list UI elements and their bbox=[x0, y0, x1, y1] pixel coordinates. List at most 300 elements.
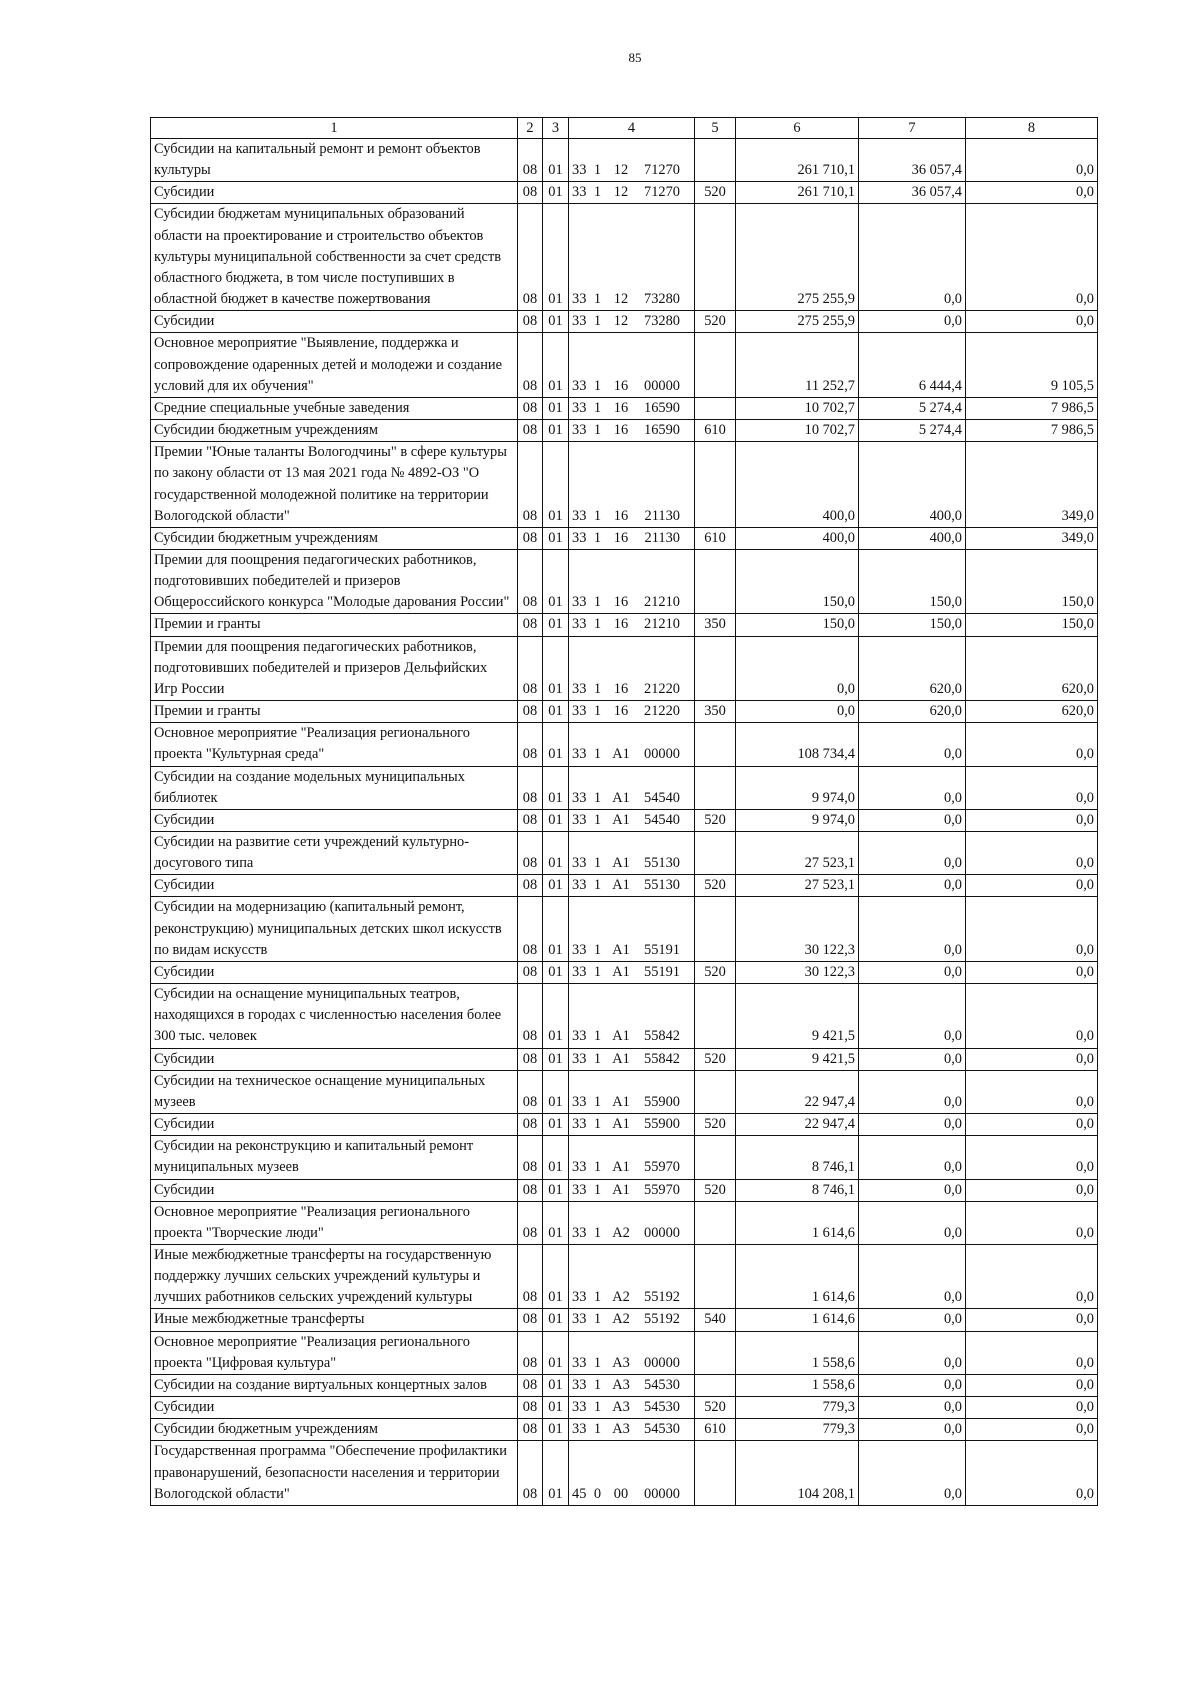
subsection-code: 01 bbox=[543, 420, 569, 442]
amount-col-7: 0,0 bbox=[859, 311, 966, 333]
section-code: 08 bbox=[518, 527, 543, 549]
expense-type-code bbox=[695, 1201, 736, 1244]
amount-col-8: 0,0 bbox=[966, 204, 1098, 311]
amount-col-6: 104 208,1 bbox=[736, 1441, 859, 1505]
amount-col-8: 0,0 bbox=[966, 1309, 1098, 1331]
code-part: 33 bbox=[572, 507, 587, 524]
code-part: 16 bbox=[613, 616, 629, 633]
amount-col-8: 150,0 bbox=[966, 614, 1098, 636]
row-name: Субсидии на оснащение муниципальных театров, находящихся в городах с численностью населения более 300 тыс. человек bbox=[151, 984, 518, 1048]
subsection-code: 01 bbox=[543, 139, 569, 182]
amount-col-8: 0,0 bbox=[966, 961, 1098, 983]
row-name: Субсидии бюджетным учреждениям bbox=[151, 420, 518, 442]
row-name: Субсидии bbox=[151, 1179, 518, 1201]
code-part: 16590 bbox=[644, 422, 680, 439]
table-row bbox=[151, 701, 1098, 723]
expense-type-code bbox=[695, 832, 736, 875]
table-row bbox=[151, 333, 1098, 397]
code-part: 55192 bbox=[644, 1289, 680, 1306]
column-header: 2 bbox=[518, 118, 543, 139]
section-code: 08 bbox=[518, 1179, 543, 1201]
amount-col-7: 0,0 bbox=[859, 1048, 966, 1070]
code-part: 1 bbox=[593, 1311, 602, 1328]
subsection-code: 01 bbox=[543, 1374, 569, 1396]
table-row bbox=[151, 1309, 1098, 1331]
row-name: Основное мероприятие "Выявление, поддержка и сопровождение одаренных детей и молодежи и создание условий для их обучения" bbox=[151, 333, 518, 397]
subsection-code: 01 bbox=[543, 832, 569, 875]
table-row bbox=[151, 875, 1098, 897]
amount-col-7: 5 274,4 bbox=[859, 397, 966, 419]
expense-type-code bbox=[695, 723, 736, 766]
amount-col-6: 9 974,0 bbox=[736, 766, 859, 809]
row-name: Субсидии на создание модельных муниципальных библиотек bbox=[151, 766, 518, 809]
code-part: A3 bbox=[612, 1376, 630, 1393]
code-part: 16590 bbox=[644, 399, 680, 416]
section-code: 08 bbox=[518, 333, 543, 397]
code-part: 33 bbox=[572, 941, 587, 958]
row-name: Субсидии на капитальный ремонт и ремонт объектов культуры bbox=[151, 139, 518, 182]
code-part: 33 bbox=[572, 963, 587, 980]
subsection-code: 01 bbox=[543, 1179, 569, 1201]
target-article-code bbox=[569, 1136, 695, 1179]
amount-col-6: 400,0 bbox=[736, 442, 859, 528]
amount-col-6: 0,0 bbox=[736, 636, 859, 700]
table-row bbox=[151, 527, 1098, 549]
amount-col-6: 8 746,1 bbox=[736, 1179, 859, 1201]
amount-col-6: 275 255,9 bbox=[736, 311, 859, 333]
target-article-code bbox=[569, 766, 695, 809]
section-code: 08 bbox=[518, 766, 543, 809]
section-code: 08 bbox=[518, 875, 543, 897]
amount-col-8: 0,0 bbox=[966, 139, 1098, 182]
target-article-code bbox=[569, 1048, 695, 1070]
code-part: 00000 bbox=[644, 746, 680, 763]
subsection-code: 01 bbox=[543, 897, 569, 961]
header-row bbox=[151, 118, 1098, 139]
code-part: 21220 bbox=[644, 703, 680, 720]
code-part: 33 bbox=[572, 855, 587, 872]
code-part: 1 bbox=[593, 855, 602, 872]
section-code: 08 bbox=[518, 1397, 543, 1419]
amount-col-8: 0,0 bbox=[966, 1136, 1098, 1179]
column-header: 6 bbox=[736, 118, 859, 139]
amount-col-7: 0,0 bbox=[859, 1331, 966, 1374]
subsection-code: 01 bbox=[543, 723, 569, 766]
code-part: 1 bbox=[593, 811, 602, 828]
target-article-code bbox=[569, 311, 695, 333]
amount-col-6: 10 702,7 bbox=[736, 397, 859, 419]
subsection-code: 01 bbox=[543, 442, 569, 528]
amount-col-6: 1 614,6 bbox=[736, 1244, 859, 1308]
section-code: 08 bbox=[518, 1201, 543, 1244]
section-code: 08 bbox=[518, 420, 543, 442]
amount-col-7: 0,0 bbox=[859, 897, 966, 961]
row-name: Субсидии bbox=[151, 311, 518, 333]
code-part: 55970 bbox=[644, 1181, 680, 1198]
table-row bbox=[151, 1244, 1098, 1308]
code-part: 33 bbox=[572, 1028, 587, 1045]
expense-type-code bbox=[695, 897, 736, 961]
code-part: 33 bbox=[572, 811, 587, 828]
code-part: A2 bbox=[612, 1311, 630, 1328]
budget-table bbox=[150, 117, 1098, 1506]
row-name: Субсидии bbox=[151, 875, 518, 897]
code-part: 00000 bbox=[644, 1224, 680, 1241]
code-part: 1 bbox=[593, 1421, 602, 1438]
row-name: Премии "Юные таланты Вологодчины" в сфере культуры по закону области от 13 мая 2021 года № 4892-ОЗ "О государственной молодежной политике на территории Вологодской области" bbox=[151, 442, 518, 528]
table-row bbox=[151, 984, 1098, 1048]
column-header: 5 bbox=[695, 118, 736, 139]
target-article-code bbox=[569, 723, 695, 766]
code-part: 55130 bbox=[644, 855, 680, 872]
subsection-code: 01 bbox=[543, 614, 569, 636]
section-code: 08 bbox=[518, 832, 543, 875]
subsection-code: 01 bbox=[543, 961, 569, 983]
expense-type-code: 520 bbox=[695, 1048, 736, 1070]
subsection-code: 01 bbox=[543, 1048, 569, 1070]
subsection-code: 01 bbox=[543, 1441, 569, 1505]
section-code: 08 bbox=[518, 809, 543, 831]
amount-col-8: 0,0 bbox=[966, 1441, 1098, 1505]
expense-type-code: 350 bbox=[695, 614, 736, 636]
code-part: 73280 bbox=[644, 291, 680, 308]
target-article-code bbox=[569, 1441, 695, 1505]
code-part: 33 bbox=[572, 1224, 587, 1241]
amount-col-8: 0,0 bbox=[966, 182, 1098, 204]
row-name: Иные межбюджетные трансферты на государственную поддержку лучших сельских учреждений культуры и лучших работников сельских учреждений культуры bbox=[151, 1244, 518, 1308]
code-part: 33 bbox=[572, 399, 587, 416]
expense-type-code bbox=[695, 1136, 736, 1179]
amount-col-6: 30 122,3 bbox=[736, 961, 859, 983]
code-part: 55842 bbox=[644, 1050, 680, 1067]
subsection-code: 01 bbox=[543, 1309, 569, 1331]
section-code: 08 bbox=[518, 1048, 543, 1070]
section-code: 08 bbox=[518, 614, 543, 636]
target-article-code bbox=[569, 897, 695, 961]
expense-type-code: 520 bbox=[695, 311, 736, 333]
code-part: 00 bbox=[613, 1485, 629, 1502]
code-part: 1 bbox=[593, 162, 602, 179]
amount-col-6: 0,0 bbox=[736, 701, 859, 723]
code-part: 33 bbox=[572, 291, 587, 308]
target-article-code bbox=[569, 1179, 695, 1201]
code-part: 1 bbox=[593, 703, 602, 720]
code-part: 1 bbox=[593, 399, 602, 416]
table-row bbox=[151, 311, 1098, 333]
table-row bbox=[151, 182, 1098, 204]
section-code: 08 bbox=[518, 1441, 543, 1505]
row-name: Государственная программа "Обеспечение профилактики правонарушений, безопасности населения и территории Вологодской области" bbox=[151, 1441, 518, 1505]
row-name: Субсидии на модернизацию (капитальный ремонт, реконструкцию) муниципальных детских школ искусств по видам искусств bbox=[151, 897, 518, 961]
code-part: 12 bbox=[613, 313, 629, 330]
amount-col-8: 349,0 bbox=[966, 442, 1098, 528]
target-article-code bbox=[569, 1070, 695, 1113]
row-name: Иные межбюджетные трансферты bbox=[151, 1309, 518, 1331]
subsection-code: 01 bbox=[543, 701, 569, 723]
amount-col-8: 0,0 bbox=[966, 1244, 1098, 1308]
subsection-code: 01 bbox=[543, 1201, 569, 1244]
table-row bbox=[151, 1070, 1098, 1113]
amount-col-8: 7 986,5 bbox=[966, 420, 1098, 442]
subsection-code: 01 bbox=[543, 636, 569, 700]
code-part: A3 bbox=[612, 1399, 630, 1416]
table-row bbox=[151, 897, 1098, 961]
section-code: 08 bbox=[518, 204, 543, 311]
amount-col-7: 0,0 bbox=[859, 1201, 966, 1244]
code-part: 1 bbox=[593, 1289, 602, 1306]
expense-type-code bbox=[695, 139, 736, 182]
column-header: 7 bbox=[859, 118, 966, 139]
expense-type-code bbox=[695, 636, 736, 700]
amount-col-8: 0,0 bbox=[966, 1374, 1098, 1396]
code-part: A2 bbox=[612, 1289, 630, 1306]
target-article-code bbox=[569, 182, 695, 204]
target-article-code bbox=[569, 1114, 695, 1136]
amount-col-8: 7 986,5 bbox=[966, 397, 1098, 419]
code-part: 33 bbox=[572, 422, 587, 439]
amount-col-7: 0,0 bbox=[859, 1441, 966, 1505]
expense-type-code: 520 bbox=[695, 182, 736, 204]
code-part: 33 bbox=[572, 877, 587, 894]
code-part: A1 bbox=[612, 1050, 630, 1067]
target-article-code bbox=[569, 875, 695, 897]
table-body bbox=[151, 139, 1098, 1506]
amount-col-7: 0,0 bbox=[859, 1070, 966, 1113]
section-code: 08 bbox=[518, 1331, 543, 1374]
section-code: 08 bbox=[518, 549, 543, 613]
amount-col-6: 10 702,7 bbox=[736, 420, 859, 442]
subsection-code: 01 bbox=[543, 1136, 569, 1179]
amount-col-6: 1 558,6 bbox=[736, 1331, 859, 1374]
amount-col-7: 36 057,4 bbox=[859, 182, 966, 204]
subsection-code: 01 bbox=[543, 182, 569, 204]
amount-col-6: 22 947,4 bbox=[736, 1070, 859, 1113]
code-part: 1 bbox=[593, 789, 602, 806]
row-name: Премии для поощрения педагогических работников, подготовивших победителей и призеров Общероссийского конкурса "Молодые дарования России" bbox=[151, 549, 518, 613]
amount-col-6: 8 746,1 bbox=[736, 1136, 859, 1179]
code-part: 55191 bbox=[644, 963, 680, 980]
code-part: 33 bbox=[572, 1311, 587, 1328]
section-code: 08 bbox=[518, 701, 543, 723]
amount-col-6: 150,0 bbox=[736, 549, 859, 613]
target-article-code bbox=[569, 832, 695, 875]
code-part: 1 bbox=[593, 184, 602, 201]
row-name: Субсидии бюджетам муниципальных образований области на проектирование и строительство объектов культуры муниципальной собственности за счет средств областного бюджета, в том числе поступивших в областной бюджет в качестве пожертвования bbox=[151, 204, 518, 311]
code-part: 21130 bbox=[644, 529, 680, 546]
row-name: Премии для поощрения педагогических работников, подготовивших победителей и призеров Дельфийских Игр России bbox=[151, 636, 518, 700]
target-article-code bbox=[569, 139, 695, 182]
row-name: Субсидии на создание виртуальных концертных залов bbox=[151, 1374, 518, 1396]
row-name: Субсидии на реконструкцию и капитальный ремонт муниципальных музеев bbox=[151, 1136, 518, 1179]
amount-col-8: 0,0 bbox=[966, 1070, 1098, 1113]
amount-col-8: 0,0 bbox=[966, 766, 1098, 809]
row-name: Основное мероприятие "Реализация регионального проекта "Культурная среда" bbox=[151, 723, 518, 766]
amount-col-7: 0,0 bbox=[859, 809, 966, 831]
amount-col-8: 0,0 bbox=[966, 1179, 1098, 1201]
section-code: 08 bbox=[518, 1136, 543, 1179]
amount-col-7: 0,0 bbox=[859, 204, 966, 311]
code-part: 12 bbox=[613, 184, 629, 201]
expense-type-code bbox=[695, 1441, 736, 1505]
amount-col-7: 0,0 bbox=[859, 1397, 966, 1419]
column-header: 8 bbox=[966, 118, 1098, 139]
code-part: 33 bbox=[572, 1354, 587, 1371]
section-code: 08 bbox=[518, 1309, 543, 1331]
code-part: A3 bbox=[612, 1354, 630, 1371]
table-row bbox=[151, 723, 1098, 766]
code-part: 33 bbox=[572, 1159, 587, 1176]
code-part: 33 bbox=[572, 377, 587, 394]
target-article-code bbox=[569, 1201, 695, 1244]
section-code: 08 bbox=[518, 1070, 543, 1113]
section-code: 08 bbox=[518, 961, 543, 983]
table-row bbox=[151, 139, 1098, 182]
code-part: 54540 bbox=[644, 811, 680, 828]
table-row bbox=[151, 397, 1098, 419]
code-part: 54530 bbox=[644, 1421, 680, 1438]
amount-col-6: 400,0 bbox=[736, 527, 859, 549]
code-part: 33 bbox=[572, 1050, 587, 1067]
code-part: 33 bbox=[572, 1181, 587, 1198]
code-part: 1 bbox=[593, 963, 602, 980]
subsection-code: 01 bbox=[543, 311, 569, 333]
table-row bbox=[151, 420, 1098, 442]
code-part: 33 bbox=[572, 1116, 587, 1133]
code-part: 73280 bbox=[644, 313, 680, 330]
section-code: 08 bbox=[518, 1374, 543, 1396]
table-row bbox=[151, 961, 1098, 983]
section-code: 08 bbox=[518, 984, 543, 1048]
code-part: 55842 bbox=[644, 1028, 680, 1045]
table-row bbox=[151, 1201, 1098, 1244]
code-part: 55900 bbox=[644, 1093, 680, 1110]
code-part: 1 bbox=[593, 1050, 602, 1067]
target-article-code bbox=[569, 1309, 695, 1331]
amount-col-7: 0,0 bbox=[859, 875, 966, 897]
target-article-code bbox=[569, 1244, 695, 1308]
amount-col-8: 0,0 bbox=[966, 1114, 1098, 1136]
code-part: 71270 bbox=[644, 162, 680, 179]
amount-col-7: 0,0 bbox=[859, 1374, 966, 1396]
code-part: 16 bbox=[613, 399, 629, 416]
code-part: 1 bbox=[593, 1159, 602, 1176]
code-part: 12 bbox=[613, 162, 629, 179]
code-part: A1 bbox=[612, 941, 630, 958]
target-article-code bbox=[569, 397, 695, 419]
table-row bbox=[151, 1441, 1098, 1505]
table-row bbox=[151, 549, 1098, 613]
expense-type-code bbox=[695, 1374, 736, 1396]
code-part: 1 bbox=[593, 1181, 602, 1198]
subsection-code: 01 bbox=[543, 1397, 569, 1419]
expense-type-code bbox=[695, 1070, 736, 1113]
table-row bbox=[151, 766, 1098, 809]
code-part: A1 bbox=[612, 811, 630, 828]
code-part: 12 bbox=[613, 291, 629, 308]
amount-col-8: 620,0 bbox=[966, 701, 1098, 723]
amount-col-7: 620,0 bbox=[859, 701, 966, 723]
code-part: 16 bbox=[613, 529, 629, 546]
code-part: 16 bbox=[613, 594, 629, 611]
section-code: 08 bbox=[518, 311, 543, 333]
code-part: 00000 bbox=[644, 1354, 680, 1371]
amount-col-8: 9 105,5 bbox=[966, 333, 1098, 397]
table-row bbox=[151, 636, 1098, 700]
code-part: 1 bbox=[593, 746, 602, 763]
expense-type-code bbox=[695, 984, 736, 1048]
table-row bbox=[151, 204, 1098, 311]
table-row bbox=[151, 1374, 1098, 1396]
code-part: 1 bbox=[593, 877, 602, 894]
code-part: A1 bbox=[612, 963, 630, 980]
subsection-code: 01 bbox=[543, 809, 569, 831]
expense-type-code: 610 bbox=[695, 1419, 736, 1441]
amount-col-6: 1 558,6 bbox=[736, 1374, 859, 1396]
target-article-code bbox=[569, 701, 695, 723]
code-part: 33 bbox=[572, 789, 587, 806]
target-article-code bbox=[569, 961, 695, 983]
amount-col-8: 0,0 bbox=[966, 832, 1098, 875]
amount-col-7: 0,0 bbox=[859, 723, 966, 766]
amount-col-6: 261 710,1 bbox=[736, 139, 859, 182]
target-article-code bbox=[569, 809, 695, 831]
expense-type-code: 520 bbox=[695, 1397, 736, 1419]
table-row bbox=[151, 809, 1098, 831]
amount-col-6: 9 974,0 bbox=[736, 809, 859, 831]
table-row bbox=[151, 1397, 1098, 1419]
subsection-code: 01 bbox=[543, 333, 569, 397]
target-article-code bbox=[569, 1331, 695, 1374]
code-part: 1 bbox=[593, 377, 602, 394]
code-part: 33 bbox=[572, 1421, 587, 1438]
code-part: 33 bbox=[572, 1399, 587, 1416]
code-part: 16 bbox=[613, 377, 629, 394]
code-part: 1 bbox=[593, 422, 602, 439]
code-part: 33 bbox=[572, 184, 587, 201]
target-article-code bbox=[569, 1419, 695, 1441]
code-part: 45 bbox=[572, 1485, 587, 1502]
amount-col-6: 275 255,9 bbox=[736, 204, 859, 311]
code-part: 1 bbox=[593, 507, 602, 524]
target-article-code bbox=[569, 984, 695, 1048]
expense-type-code: 350 bbox=[695, 701, 736, 723]
row-name: Средние специальные учебные заведения bbox=[151, 397, 518, 419]
code-part: 16 bbox=[613, 680, 629, 697]
amount-col-6: 1 614,6 bbox=[736, 1201, 859, 1244]
table-row bbox=[151, 1114, 1098, 1136]
expense-type-code bbox=[695, 1331, 736, 1374]
target-article-code bbox=[569, 1374, 695, 1396]
amount-col-7: 0,0 bbox=[859, 832, 966, 875]
subsection-code: 01 bbox=[543, 766, 569, 809]
code-part: A1 bbox=[612, 1116, 630, 1133]
section-code: 08 bbox=[518, 139, 543, 182]
row-name: Субсидии бюджетным учреждениям bbox=[151, 1419, 518, 1441]
code-part: A1 bbox=[612, 877, 630, 894]
table-row bbox=[151, 1419, 1098, 1441]
section-code: 08 bbox=[518, 1114, 543, 1136]
amount-col-8: 0,0 bbox=[966, 1397, 1098, 1419]
amount-col-8: 620,0 bbox=[966, 636, 1098, 700]
section-code: 08 bbox=[518, 442, 543, 528]
row-name: Премии и гранты bbox=[151, 701, 518, 723]
expense-type-code: 610 bbox=[695, 527, 736, 549]
table-row bbox=[151, 832, 1098, 875]
target-article-code bbox=[569, 1397, 695, 1419]
code-part: 1 bbox=[593, 1028, 602, 1045]
amount-col-8: 0,0 bbox=[966, 311, 1098, 333]
section-code: 08 bbox=[518, 397, 543, 419]
